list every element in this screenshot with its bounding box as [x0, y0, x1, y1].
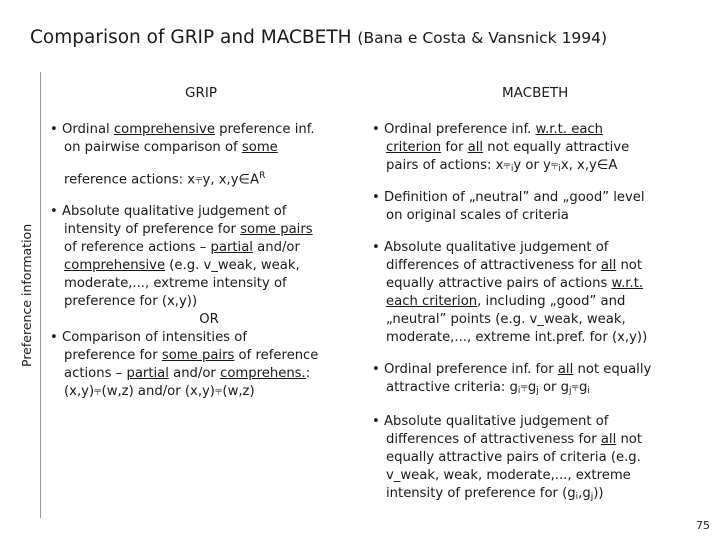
text-line: intensity of preference for some pairs — [64, 222, 313, 237]
text-line: differences of attractiveness for all not — [386, 432, 643, 447]
text-line: each criterion, including „good” and — [386, 294, 626, 309]
text-line: actions – partial and/or comprehens.: — [64, 366, 311, 381]
text-line: moderate,..., extreme intensity of — [64, 276, 287, 291]
text-line: (x,y)⫧(w,z) and/or (x,y)⫧(w,z) — [64, 384, 255, 399]
text-line: preference for some pairs of reference — [64, 348, 319, 363]
text-line: equally attractive pairs of actions w.r.t. — [386, 276, 644, 291]
text-line: „neutral” points (e.g. v_weak, weak, — [386, 312, 626, 327]
macbeth-header: MACBETH — [502, 85, 569, 101]
text-line: • Ordinal preference inf. w.r.t. each — [372, 122, 604, 137]
title-main: Comparison of GRIP and MACBETH — [30, 27, 352, 48]
text-line: criterion for all not equally attractive — [386, 140, 630, 155]
macbeth-block-criteria-absolute — [372, 413, 712, 506]
page-number: 75 — [696, 519, 710, 532]
text-line: pairs of actions: $x⫧_iy$ or $y⫧_ix$, x,y∈A — [386, 158, 618, 174]
text-line: equally attractive pairs of criteria (e.g. — [386, 450, 641, 465]
text-line: comprehensive (e.g. v_weak, weak, — [64, 258, 300, 273]
text-line: on pairwise comparison of some — [64, 140, 278, 155]
macbeth-block-neutral-good — [372, 189, 712, 225]
text-line: of reference actions – partial and/or — [64, 240, 300, 255]
title-sub: (Bana e Costa & Vansnick 1994) — [357, 29, 608, 47]
text-line: intensity of preference for $(g_i,g_j)$) — [386, 486, 604, 502]
macbeth-block-absolute — [372, 239, 712, 347]
text-line: • Ordinal preference inf. for all not equally — [372, 362, 652, 377]
text-line: differences of attractiveness for all not — [386, 258, 643, 273]
or-separator: OR — [199, 312, 219, 327]
side-label: Preference information — [19, 223, 34, 367]
grip-block-ordinal — [50, 121, 368, 189]
text-line: • Ordinal comprehensive preference inf. — [50, 122, 315, 137]
text-line: • Absolute qualitative judgement of — [372, 240, 609, 255]
text-line: • Definition of „neutral” and „good” level — [372, 190, 645, 205]
text-line: reference actions: x⫧y, $x,y\in A^R$ — [64, 171, 266, 188]
text-line: v_weak, weak, moderate,..., extreme — [386, 468, 631, 483]
text-line: • Absolute qualitative judgement of — [372, 414, 609, 429]
text-line: moderate,..., extreme int.pref. for (x,y)) — [386, 330, 648, 345]
macbeth-block-ordinal — [372, 121, 712, 178]
grip-block-absolute — [50, 203, 368, 401]
text-line: • Comparison of intensities of — [50, 330, 247, 345]
text-line: on original scales of criteria — [386, 208, 569, 223]
text-line: preference for (x,y)) — [64, 294, 198, 309]
macbeth-block-criteria-ordinal — [372, 361, 712, 400]
text-line: • Absolute qualitative judgement of — [50, 204, 287, 219]
side-divider — [40, 72, 41, 518]
text-line: attractive criteria: $g_i⫧g_j$ or $g_j⫧g_i$ — [386, 380, 590, 396]
slide-title — [30, 27, 607, 48]
grip-header: GRIP — [185, 85, 217, 101]
